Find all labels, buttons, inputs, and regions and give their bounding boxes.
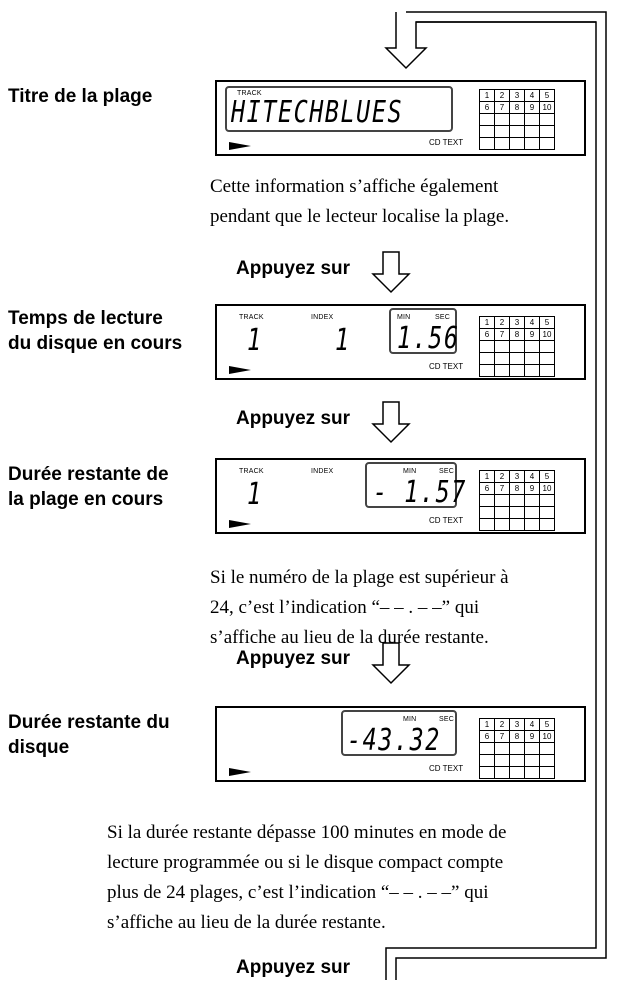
lcd-time: - 1.57 — [373, 475, 467, 510]
lcd-time: -43.32 — [347, 723, 441, 758]
lcd-sec-label: SEC — [439, 468, 454, 475]
press-label-2: Appuyez sur — [236, 408, 351, 429]
lcd-track-number: 1 — [247, 477, 263, 512]
lcd-track-label: TRACK — [239, 468, 264, 475]
press-label-4: Appuyez sur — [236, 957, 351, 978]
lcd-index-label: INDEX — [311, 314, 334, 321]
label-track-title: Titre de la plage — [8, 86, 153, 107]
lcd-min-label: MIN — [403, 468, 417, 475]
press-label-3: Appuyez sur — [236, 648, 351, 669]
paragraph-2: Si le numéro de la plage est supérieur à 24, c’est l’indication “– – . – –” qui s’affiche au lieu de la durée restante. — [210, 567, 509, 648]
play-icon — [229, 520, 251, 528]
press-label-1: Appuyez sur — [236, 258, 351, 279]
label-remain-track: Durée restante de la plage en cours — [8, 464, 169, 510]
lcd-time: 1.56 — [397, 321, 460, 356]
lcd-min-label: MIN — [397, 314, 411, 321]
display-panel-4 — [215, 706, 586, 782]
lcd-cdtext-label: CD TEXT — [429, 362, 464, 371]
display-panel-2 — [215, 304, 586, 380]
down-arrow-2 — [373, 252, 409, 292]
lcd-track-label: TRACK — [239, 314, 264, 321]
play-icon — [229, 768, 251, 776]
label-remain-disc: Durée restante du disque — [8, 712, 170, 758]
lcd-cdtext-label: CD TEXT — [429, 138, 464, 147]
play-icon — [229, 366, 251, 374]
down-arrow-3 — [373, 402, 409, 442]
music-calendar: 1 2 3 4 5 6 7 8 9 10 — [479, 470, 555, 531]
lcd-title-segments: HITECHBLUES — [231, 95, 404, 130]
lcd-track-number: 1 — [247, 323, 263, 358]
lcd-index-label: INDEX — [311, 468, 334, 475]
paragraph-1: Cette information s’affiche également pendant que le lecteur localise la plage. — [210, 176, 510, 227]
lcd-sec-label: SEC — [439, 716, 454, 723]
label-elapsed-disc: Temps de lecture du disque en cours — [8, 308, 183, 354]
lcd-cdtext-label: CD TEXT — [429, 516, 464, 525]
display-panel-3 — [215, 458, 586, 534]
play-icon — [229, 142, 251, 150]
music-calendar: 1 2 3 4 5 6 7 8 9 10 — [479, 89, 555, 150]
lcd-track-label: TRACK — [237, 90, 262, 97]
lcd-index-number: 1 — [335, 323, 351, 358]
music-calendar: 1 2 3 4 5 6 7 8 9 10 — [479, 718, 555, 779]
display-panel-1 — [215, 80, 586, 156]
paragraph-3: Si la durée restante dépasse 100 minutes en mode de lecture programmée ou si le disque compact compte plus de 24 plages, c’est l’indication “– – . – –” qui s’affiche au lieu de la durée restante. — [107, 822, 507, 933]
lcd-sec-label: SEC — [435, 314, 450, 321]
lcd-min-label: MIN — [403, 716, 417, 723]
music-calendar: 1 2 3 4 5 6 7 8 9 10 — [479, 316, 555, 377]
lcd-cdtext-label: CD TEXT — [429, 764, 464, 773]
loop-entry-arrow — [386, 12, 596, 68]
